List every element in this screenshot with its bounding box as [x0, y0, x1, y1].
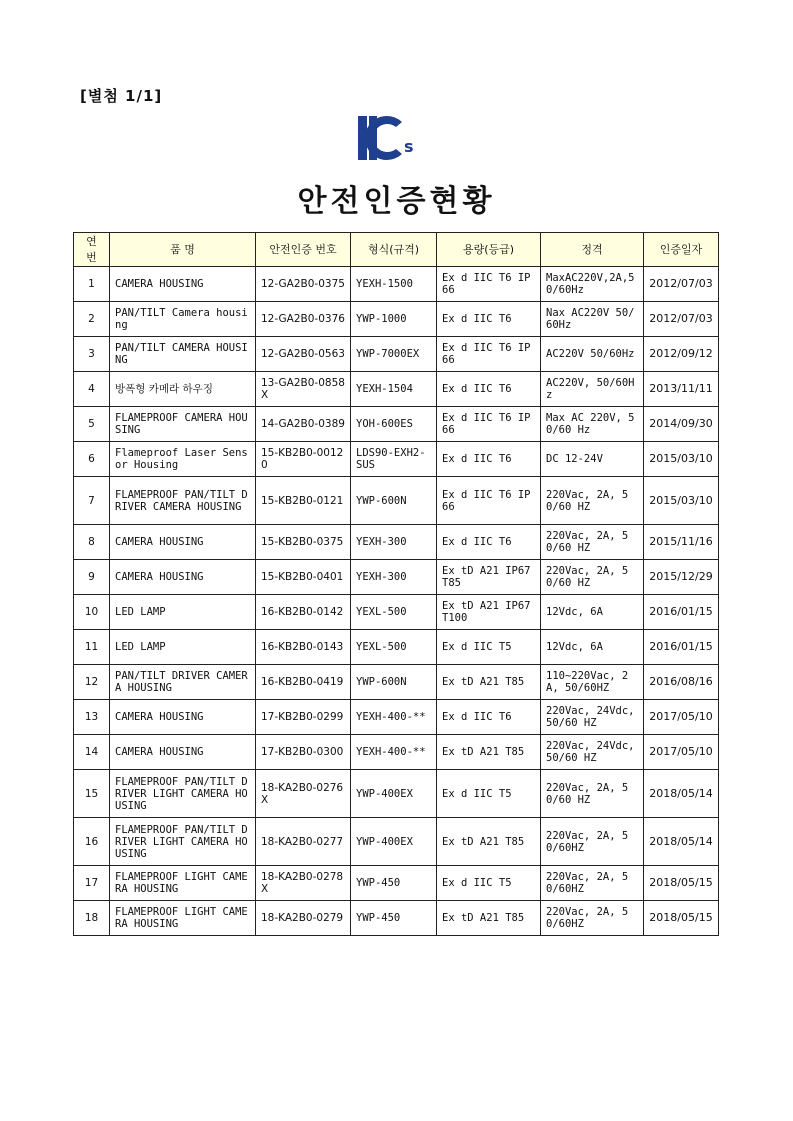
cell-cert-no: 15-KB2B0-0401: [256, 560, 351, 595]
cell-cert-no: 15-KB2B0-00120: [256, 442, 351, 477]
cell-model: YEXH-1500: [351, 267, 437, 302]
cell-date: 2018/05/14: [644, 818, 719, 866]
table-row: [74, 630, 719, 665]
cell-product: 방폭형 카메라 하우징: [110, 372, 256, 407]
cell-capacity: Ex d IIC T6: [437, 372, 541, 407]
header-capacity: 용량(등급): [437, 233, 541, 267]
cell-no: 10: [74, 595, 110, 630]
cell-product: FLAMEPROOF PAN/TILT DRIVER LIGHT CAMERA HOUSING: [110, 818, 256, 866]
cell-capacity: Ex tD A21 IP67 T100: [437, 595, 541, 630]
cell-model: YWP-600N: [351, 477, 437, 525]
cell-product: FLAMEPROOF CAMERA HOUSING: [110, 407, 256, 442]
cell-capacity: Ex d IIC T6: [437, 302, 541, 337]
cell-cert-no: 17-KB2B0-0299: [256, 700, 351, 735]
cell-product: Flameproof Laser Sensor Housing: [110, 442, 256, 477]
cell-no: 2: [74, 302, 110, 337]
cell-product: CAMERA HOUSING: [110, 735, 256, 770]
cell-product: LED LAMP: [110, 630, 256, 665]
cell-capacity: Ex d IIC T5: [437, 630, 541, 665]
cell-no: 1: [74, 267, 110, 302]
cell-model: YOH-600ES: [351, 407, 437, 442]
header-model: 형식(규격): [351, 233, 437, 267]
cell-no: 15: [74, 770, 110, 818]
cell-date: 2017/05/10: [644, 735, 719, 770]
cell-capacity: Ex d IIC T5: [437, 866, 541, 901]
cell-date: 2017/05/10: [644, 700, 719, 735]
cell-cert-no: 18-KA2B0-0276X: [256, 770, 351, 818]
cell-no: 8: [74, 525, 110, 560]
cell-model: YEXH-300: [351, 560, 437, 595]
cell-date: 2013/11/11: [644, 372, 719, 407]
cell-capacity: Ex tD A21 T85: [437, 735, 541, 770]
cell-date: 2012/07/03: [644, 267, 719, 302]
cell-capacity: Ex d IIC T6 IP66: [437, 477, 541, 525]
cell-cert-no: 18-KA2B0-0277: [256, 818, 351, 866]
cell-model: YEXH-300: [351, 525, 437, 560]
cell-model: YWP-450: [351, 901, 437, 936]
cell-product: CAMERA HOUSING: [110, 525, 256, 560]
cell-cert-no: 15-KB2B0-0375: [256, 525, 351, 560]
table-row: [74, 267, 719, 302]
cell-product: CAMERA HOUSING: [110, 700, 256, 735]
cell-product: FLAMEPROOF PAN/TILT DRIVER LIGHT CAMERA HOUSING: [110, 770, 256, 818]
certification-table: [73, 232, 719, 936]
cell-rating: MaxAC220V,2A,50/60Hz: [541, 267, 644, 302]
cell-cert-no: 12-GA2B0-0375: [256, 267, 351, 302]
cell-no: 12: [74, 665, 110, 700]
cell-rating: Nax AC220V 50/60Hz: [541, 302, 644, 337]
cell-rating: 12Vdc, 6A: [541, 595, 644, 630]
cell-product: PAN/TILT CAMERA HOUSING: [110, 337, 256, 372]
cell-capacity: Ex d IIC T6 IP66: [437, 337, 541, 372]
cell-date: 2016/01/15: [644, 595, 719, 630]
cell-product: FLAMEPROOF PAN/TILT DRIVER CAMERA HOUSING: [110, 477, 256, 525]
page-title: 안전인증현황: [297, 184, 496, 219]
cell-date: 2015/12/29: [644, 560, 719, 595]
cell-product: CAMERA HOUSING: [110, 560, 256, 595]
cell-rating: 220Vac, 2A, 50/60 HZ: [541, 770, 644, 818]
cell-date: 2016/08/16: [644, 665, 719, 700]
header-cert-no: 안전인증 번호: [256, 233, 351, 267]
table-row: [74, 595, 719, 630]
cell-product: PAN/TILT DRIVER CAMERA HOUSING: [110, 665, 256, 700]
cell-cert-no: 15-KB2B0-0121: [256, 477, 351, 525]
header-product: 품 명: [110, 233, 256, 267]
header-date: 인증일자: [644, 233, 719, 267]
table-row: [74, 407, 719, 442]
table-row: [74, 337, 719, 372]
cell-no: 18: [74, 901, 110, 936]
cell-rating: 220Vac, 2A, 50/60 HZ: [541, 477, 644, 525]
cell-product: CAMERA HOUSING: [110, 267, 256, 302]
cell-no: 16: [74, 818, 110, 866]
cell-no: 7: [74, 477, 110, 525]
cell-model: YWP-450: [351, 866, 437, 901]
cell-rating: DC 12-24V: [541, 442, 644, 477]
cell-date: 2016/01/15: [644, 630, 719, 665]
cell-rating: 220Vac, 24Vdc, 50/60 HZ: [541, 735, 644, 770]
cell-capacity: Ex d IIC T6: [437, 700, 541, 735]
cell-no: 3: [74, 337, 110, 372]
cell-no: 5: [74, 407, 110, 442]
cell-no: 6: [74, 442, 110, 477]
cell-cert-no: 13-GA2B0-0858X: [256, 372, 351, 407]
cell-product: PAN/TILT Camera housing: [110, 302, 256, 337]
cell-cert-no: 12-GA2B0-0376: [256, 302, 351, 337]
cell-capacity: Ex tD A21 T85: [437, 818, 541, 866]
cell-cert-no: 12-GA2B0-0563: [256, 337, 351, 372]
cell-rating: 220Vac, 24Vdc, 50/60 HZ: [541, 700, 644, 735]
cell-capacity: Ex tD A21 T85: [437, 665, 541, 700]
attachment-label: [별첨 1/1]: [80, 87, 163, 105]
table-row: [74, 560, 719, 595]
cell-rating: 220Vac, 2A, 50/60 HZ: [541, 560, 644, 595]
cell-cert-no: 18-KA2B0-0279: [256, 901, 351, 936]
table-row: [74, 442, 719, 477]
cell-date: 2014/09/30: [644, 407, 719, 442]
cell-capacity: Ex d IIC T6 IP66: [437, 407, 541, 442]
table-row: [74, 770, 719, 818]
cell-no: 11: [74, 630, 110, 665]
cell-model: LDS90-EXH2-SUS: [351, 442, 437, 477]
cell-capacity: Ex d IIC T6: [437, 525, 541, 560]
cell-date: 2012/07/03: [644, 302, 719, 337]
cell-capacity: Ex tD A21 IP67 T85: [437, 560, 541, 595]
table-row: [74, 818, 719, 866]
table-row: [74, 302, 719, 337]
cell-rating: AC220V, 50/60Hz: [541, 372, 644, 407]
cell-product: FLAMEPROOF LIGHT CAMERA HOUSING: [110, 866, 256, 901]
table-row: [74, 901, 719, 936]
cell-rating: AC220V 50/60Hz: [541, 337, 644, 372]
cell-cert-no: 17-KB2B0-0300: [256, 735, 351, 770]
cell-cert-no: 14-GA2B0-0389: [256, 407, 351, 442]
cell-cert-no: 16-KB2B0-0143: [256, 630, 351, 665]
header-rating: 정격: [541, 233, 644, 267]
cell-cert-no: 16-KB2B0-0419: [256, 665, 351, 700]
cell-rating: 110~220Vac, 2A, 50/60HZ: [541, 665, 644, 700]
cell-model: YEXH-400-**: [351, 735, 437, 770]
cell-rating: 220Vac, 2A, 50/60HZ: [541, 866, 644, 901]
cell-model: YEXL-500: [351, 595, 437, 630]
cell-no: 9: [74, 560, 110, 595]
cell-date: 2018/05/14: [644, 770, 719, 818]
cell-no: 4: [74, 372, 110, 407]
cell-product: FLAMEPROOF LIGHT CAMERA HOUSING: [110, 901, 256, 936]
table-header-row: [74, 233, 719, 267]
cell-model: YEXH-400-**: [351, 700, 437, 735]
cell-rating: Max AC 220V, 50/60 Hz: [541, 407, 644, 442]
cell-capacity: Ex d IIC T6 IP66: [437, 267, 541, 302]
cell-no: 13: [74, 700, 110, 735]
cell-rating: 220Vac, 2A, 50/60HZ: [541, 818, 644, 866]
table-row: [74, 866, 719, 901]
kc-certification-logo: [356, 112, 418, 168]
table-row: [74, 665, 719, 700]
svg-text:s: s: [404, 137, 414, 156]
cell-model: YWP-400EX: [351, 818, 437, 866]
table-row: [74, 700, 719, 735]
cell-rating: 220Vac, 2A, 50/60 HZ: [541, 525, 644, 560]
table-row: [74, 735, 719, 770]
cell-date: 2018/05/15: [644, 866, 719, 901]
cell-model: YWP-1000: [351, 302, 437, 337]
cell-rating: 12Vdc, 6A: [541, 630, 644, 665]
header-no: 연 번: [74, 233, 110, 267]
cell-model: YWP-7000EX: [351, 337, 437, 372]
cell-model: YWP-400EX: [351, 770, 437, 818]
cell-date: 2018/05/15: [644, 901, 719, 936]
cell-date: 2015/03/10: [644, 477, 719, 525]
cell-no: 14: [74, 735, 110, 770]
cell-model: YEXH-1504: [351, 372, 437, 407]
cell-date: 2012/09/12: [644, 337, 719, 372]
cell-capacity: Ex d IIC T5: [437, 770, 541, 818]
cell-model: YEXL-500: [351, 630, 437, 665]
cell-rating: 220Vac, 2A, 50/60HZ: [541, 901, 644, 936]
cell-cert-no: 18-KA2B0-0278X: [256, 866, 351, 901]
table-row: [74, 372, 719, 407]
cell-capacity: Ex tD A21 T85: [437, 901, 541, 936]
cell-date: 2015/11/16: [644, 525, 719, 560]
cell-capacity: Ex d IIC T6: [437, 442, 541, 477]
cell-model: YWP-600N: [351, 665, 437, 700]
cell-no: 17: [74, 866, 110, 901]
table-row: [74, 525, 719, 560]
table-row: [74, 477, 719, 525]
cell-cert-no: 16-KB2B0-0142: [256, 595, 351, 630]
cell-date: 2015/03/10: [644, 442, 719, 477]
cell-product: LED LAMP: [110, 595, 256, 630]
